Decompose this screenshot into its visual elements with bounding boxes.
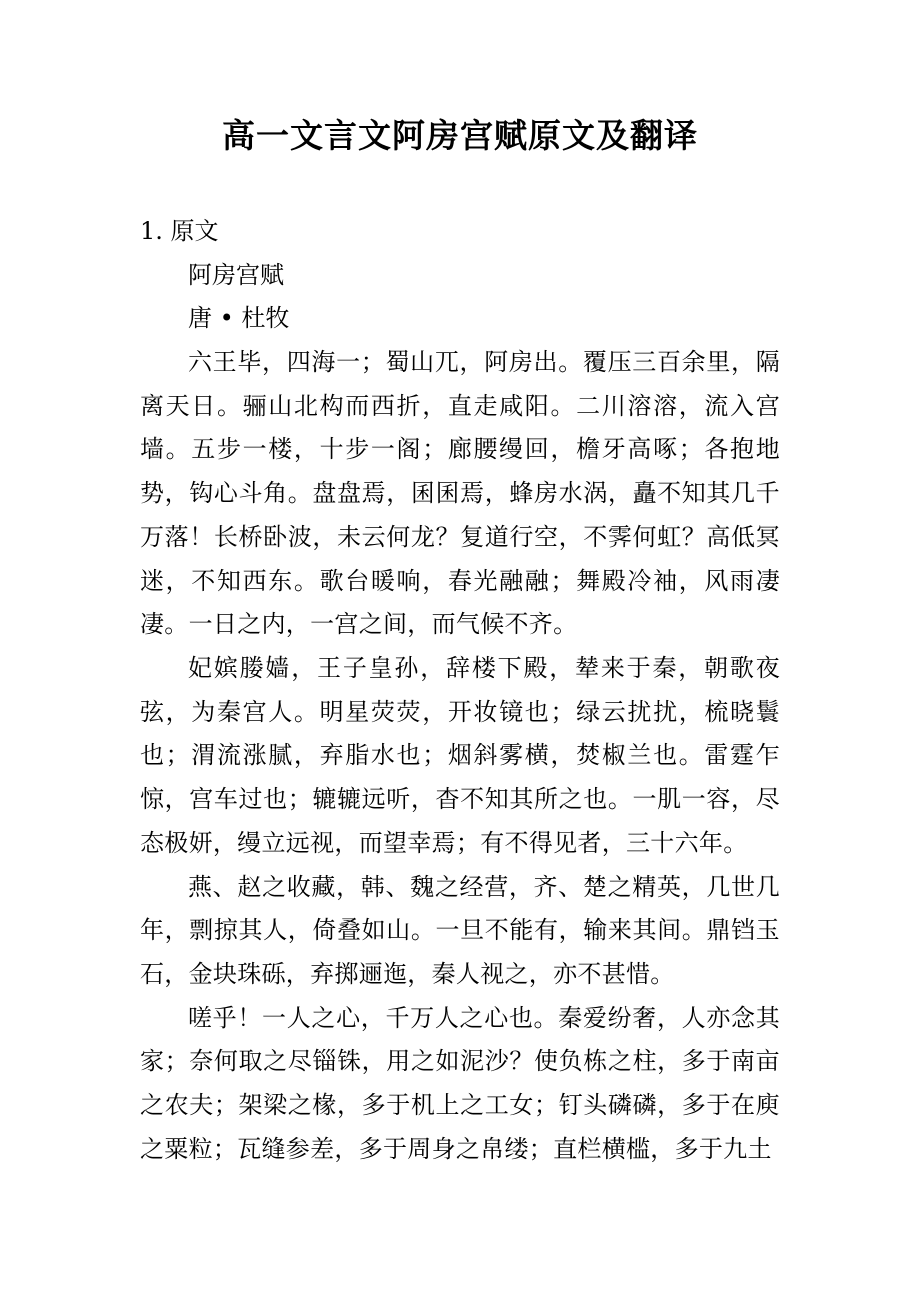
document-title: 高一文言文阿房宫赋原文及翻译 xyxy=(222,116,698,155)
author-line: 唐 • 杜牧 xyxy=(188,304,290,333)
poem-title: 阿房宫赋 xyxy=(188,260,284,289)
paragraph-3: 燕、赵之收藏，韩、魏之经营，齐、楚之精英，几世几年，剽掠其人，倚叠如山。一旦不能有，输来其间。鼎铛玉石，金块珠砾，弃掷逦迤，秦人视之，亦不甚惜。 xyxy=(140,872,780,988)
paragraph-2: 妃嫔媵嫱，王子皇孙，辞楼下殿，辇来于秦，朝歌夜弦，为秦宫人。明星荧荧，开妆镜也；绿云扰扰，梳晓鬟也；渭流涨腻，弃脂水也；烟斜雾横，焚椒兰也。雷霆乍惊，宫车过也；辘辘远听，杳不知其所之也。一肌一容，尽态极妍，缦立远视，而望幸焉；有不得见者，三十六年。 xyxy=(140,653,780,857)
section-heading: 1. 原文 xyxy=(140,217,219,245)
paragraph-4: 嗟乎！一人之心，千万人之心也。秦爱纷奢，人亦念其家；奈何取之尽锱铢，用之如泥沙？使负栋之柱，多于南亩之农夫；架梁之椽，多于机上之工女；钉头磷磷，多于在庾之粟粒；瓦缝参差，多于周身之帛缕；直栏横槛，多于九土 xyxy=(140,1003,780,1163)
document-body xyxy=(140,210,780,1171)
paragraph-1: 六王毕，四海一；蜀山兀，阿房出。覆压三百余里，隔离天日。骊山北构而西折，直走咸阳。二川溶溶，流入宫墙。五步一楼，十步一阁；廊腰缦回，檐牙高啄；各抱地势，钩心斗角。盘盘焉，囷囷焉，蜂房水涡，矗不知其几千万落！长桥卧波，未云何龙？复道行空，不霁何虹？高低冥迷，不知西东。歌台暖响，春光融融；舞殿冷袖，风雨凄凄。一日之内，一宫之间，而气候不齐。 xyxy=(140,348,780,639)
